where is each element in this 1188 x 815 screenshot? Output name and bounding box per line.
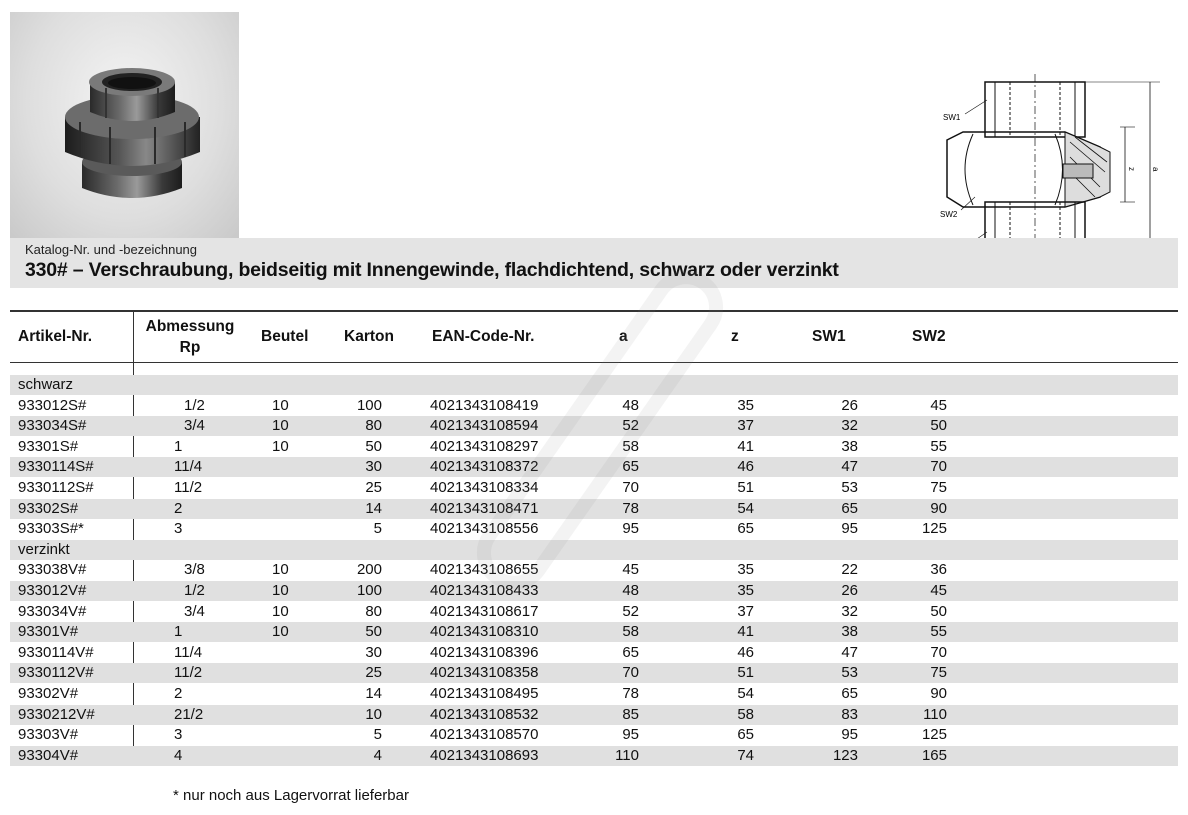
- artikel-cell: 9330114S#: [18, 458, 94, 476]
- z-cell: 41: [737, 623, 754, 641]
- sw1-cell: 83: [841, 705, 858, 723]
- z-cell: 51: [737, 664, 754, 682]
- sw1-cell: 26: [841, 582, 858, 599]
- beutel-cell: 10: [272, 417, 289, 435]
- a-cell: 70: [622, 479, 639, 496]
- a-cell: 70: [622, 664, 639, 682]
- beutel-cell: 10: [272, 561, 289, 579]
- artikel-cell: 93303V#: [18, 726, 79, 744]
- table-row: [10, 560, 1178, 580]
- abmessung-cell: 11/2: [174, 479, 203, 496]
- group-label: schwarz: [18, 376, 74, 393]
- sw2-label: SW2: [940, 210, 958, 219]
- sw2-cell: 55: [930, 623, 947, 641]
- z-label: z: [1127, 167, 1136, 171]
- artikel-cell: 93301V#: [18, 623, 79, 641]
- z-cell: 41: [737, 437, 754, 455]
- ean-cell: 4021343108334: [430, 479, 539, 496]
- ean-cell: 4021343108419: [430, 396, 539, 414]
- sw1-cell: 32: [841, 417, 858, 435]
- col-z: z: [731, 328, 739, 345]
- sw2-cell: 50: [930, 417, 947, 435]
- sw2-cell: 110: [923, 705, 947, 723]
- sw2-cell: 50: [930, 602, 947, 620]
- sw2-cell: 125: [921, 726, 947, 744]
- karton-cell: 30: [365, 458, 382, 476]
- ean-cell: 4021343108358: [430, 664, 539, 682]
- col-a: a: [619, 328, 628, 345]
- abmessung-cell: 3/4: [184, 602, 205, 620]
- sw1-cell: 38: [841, 437, 858, 455]
- abmessung-cell: 3: [174, 520, 183, 538]
- ean-cell: 4021343108693: [430, 746, 539, 764]
- sw1-top-label: SW1: [943, 113, 961, 122]
- table-row: [10, 396, 1178, 416]
- ean-cell: 4021343108495: [430, 685, 539, 702]
- karton-cell: 30: [365, 643, 382, 661]
- sw2-cell: 75: [930, 479, 947, 496]
- abmessung-cell: 21/2: [174, 705, 204, 723]
- table-row: [10, 643, 1178, 663]
- a-cell: 58: [622, 623, 639, 641]
- artikel-cell: 93303S#*: [18, 520, 84, 538]
- beutel-cell: 10: [272, 396, 289, 414]
- karton-cell: 100: [356, 396, 382, 414]
- artikel-cell: 93302S#: [18, 499, 79, 517]
- karton-cell: 14: [365, 685, 382, 702]
- ean-cell: 4021343108594: [430, 417, 539, 435]
- karton-cell: 100: [356, 582, 382, 599]
- sw2-cell: 45: [930, 396, 947, 414]
- artikel-cell: 933012S#: [18, 396, 87, 414]
- a-cell: 52: [622, 602, 639, 620]
- sw1-cell: 38: [841, 623, 858, 641]
- artikel-cell: 933012V#: [18, 582, 87, 599]
- table-row: [10, 437, 1178, 457]
- ean-cell: 4021343108532: [430, 705, 539, 723]
- abmessung-cell: 3/8: [184, 561, 205, 579]
- karton-cell: 80: [365, 602, 382, 620]
- ean-cell: 4021343108310: [430, 623, 539, 641]
- sw1-cell: 65: [841, 499, 858, 517]
- table-row: [10, 684, 1178, 704]
- table-row: [10, 602, 1178, 622]
- table-row: [10, 457, 1178, 477]
- sw2-cell: 165: [921, 746, 947, 764]
- ean-cell: 4021343108570: [430, 726, 539, 744]
- abmessung-cell: 2: [174, 685, 183, 702]
- sw1-cell: 65: [841, 685, 858, 702]
- sw1-cell: 47: [841, 458, 858, 476]
- sw1-cell: 53: [841, 664, 858, 682]
- table-row: [10, 663, 1178, 683]
- z-cell: 37: [737, 602, 754, 620]
- ean-cell: 4021343108556: [430, 520, 539, 538]
- z-cell: 46: [737, 643, 754, 661]
- sw1-cell: 32: [841, 602, 858, 620]
- karton-cell: 10: [365, 705, 382, 723]
- sw1-cell: 95: [841, 726, 858, 744]
- z-cell: 58: [737, 705, 754, 723]
- table-row: [10, 581, 1178, 601]
- karton-cell: 4: [373, 746, 382, 764]
- col-sw2: SW2: [912, 328, 946, 345]
- ean-cell: 4021343108617: [430, 602, 539, 620]
- a-cell: 78: [622, 499, 639, 517]
- a-cell: 110: [615, 746, 639, 764]
- artikel-cell: 933038V#: [18, 561, 87, 579]
- karton-cell: 50: [365, 623, 382, 641]
- col-beutel: Beutel: [261, 328, 309, 345]
- col-artikel: Artikel-Nr.: [18, 328, 93, 345]
- artikel-cell: 93301S#: [18, 437, 79, 455]
- ean-cell: 4021343108372: [430, 458, 539, 476]
- beutel-cell: 10: [272, 623, 289, 641]
- catalog-label: Katalog-Nr. und -bezeichnung: [25, 242, 198, 257]
- page-title: 330# – Verschraubung, beidseitig mit Innengewinde, flachdichtend, schwarz oder verzinkt: [25, 259, 839, 281]
- ean-cell: 4021343108471: [430, 499, 539, 517]
- group-label: verzinkt: [18, 540, 70, 558]
- sw2-cell: 125: [921, 520, 947, 538]
- pipe-union-image: [10, 12, 239, 238]
- table-row: [10, 725, 1178, 745]
- artikel-cell: 9330212V#: [18, 705, 95, 723]
- col-karton: Karton: [344, 328, 394, 345]
- z-cell: 74: [737, 746, 754, 764]
- abmessung-cell: 1/2: [184, 582, 205, 599]
- z-cell: 35: [737, 396, 754, 414]
- a-cell: 48: [622, 396, 639, 414]
- col-abmessung: Abmessung: [145, 318, 235, 335]
- table-header-rule: [10, 362, 1178, 363]
- footnote: * nur noch aus Lagervorrat lieferbar: [173, 787, 409, 804]
- karton-cell: 25: [365, 664, 382, 682]
- artikel-cell: 933034V#: [18, 602, 87, 620]
- z-cell: 37: [737, 417, 754, 435]
- table-top-rule: [10, 310, 1178, 312]
- karton-cell: 5: [373, 520, 382, 538]
- z-cell: 35: [737, 561, 754, 579]
- artikel-cell: 93304V#: [18, 746, 79, 764]
- sw2-cell: 45: [930, 582, 947, 599]
- karton-cell: 5: [373, 726, 382, 744]
- karton-cell: 50: [365, 437, 382, 455]
- table-row: [10, 519, 1178, 539]
- z-cell: 54: [737, 499, 754, 517]
- a-cell: 78: [622, 685, 639, 702]
- beutel-cell: 10: [272, 582, 289, 599]
- table-row: [10, 416, 1178, 436]
- z-cell: 65: [737, 520, 754, 538]
- ean-cell: 4021343108297: [430, 437, 539, 455]
- sw1-cell: 47: [841, 643, 858, 661]
- abmessung-cell: 2: [174, 499, 183, 517]
- sw2-cell: 75: [930, 664, 947, 682]
- artikel-cell: 933034S#: [18, 417, 87, 435]
- table-row: [10, 622, 1178, 642]
- a-cell: 65: [622, 458, 639, 476]
- a-cell: 95: [622, 520, 639, 538]
- abmessung-cell: 11/4: [174, 458, 203, 476]
- z-cell: 65: [737, 726, 754, 744]
- sw1-cell: 95: [841, 520, 858, 538]
- artikel-cell: 9330114V#: [18, 643, 94, 661]
- artikel-cell: 93302V#: [18, 685, 79, 702]
- ean-cell: 4021343108433: [430, 582, 539, 599]
- ean-cell: 4021343108396: [430, 643, 539, 661]
- abmessung-cell: 1: [174, 623, 183, 641]
- group-row-verzinkt: [10, 540, 1178, 560]
- product-photo: [10, 12, 239, 238]
- abmessung-cell: 11/2: [174, 664, 203, 682]
- abmessung-cell: 11/4: [174, 643, 203, 661]
- abmessung-cell: 1: [174, 437, 183, 455]
- col-abmessung-unit: Rp: [179, 339, 201, 356]
- sw2-cell: 90: [930, 685, 947, 702]
- sw1-cell: 26: [841, 396, 858, 414]
- a-cell: 45: [622, 561, 639, 579]
- abmessung-cell: 1/2: [184, 396, 205, 414]
- table-row: [10, 499, 1178, 519]
- table-row: [10, 705, 1178, 725]
- sw2-cell: 36: [930, 561, 947, 579]
- ean-cell: 4021343108655: [430, 561, 539, 579]
- karton-cell: 200: [356, 561, 382, 579]
- z-cell: 46: [737, 458, 754, 476]
- table-row: [10, 478, 1178, 498]
- a-cell: 85: [622, 705, 639, 723]
- abmessung-cell: 3/4: [184, 417, 205, 435]
- col-ean: EAN-Code-Nr.: [432, 328, 535, 345]
- a-cell: 52: [622, 417, 639, 435]
- sw1-cell: 53: [841, 479, 858, 496]
- col-sw1: SW1: [812, 328, 846, 345]
- sw2-cell: 70: [930, 458, 947, 476]
- sw2-cell: 70: [930, 643, 947, 661]
- artikel-cell: 9330112V#: [18, 664, 94, 682]
- z-cell: 51: [737, 479, 754, 496]
- artikel-cell: 9330112S#: [18, 479, 94, 496]
- abmessung-cell: 4: [174, 746, 183, 764]
- table-row: [10, 746, 1178, 766]
- a-cell: 65: [622, 643, 639, 661]
- a-cell: 95: [622, 726, 639, 744]
- karton-cell: 14: [365, 499, 382, 517]
- karton-cell: 25: [365, 479, 382, 496]
- sw2-cell: 90: [930, 499, 947, 517]
- a-cell: 48: [622, 582, 639, 599]
- z-cell: 35: [737, 582, 754, 599]
- beutel-cell: 10: [272, 437, 289, 455]
- sw2-cell: 55: [930, 437, 947, 455]
- abmessung-cell: 3: [174, 726, 183, 744]
- a-cell: 58: [622, 437, 639, 455]
- z-cell: 54: [737, 685, 754, 702]
- karton-cell: 80: [365, 417, 382, 435]
- sw1-cell: 123: [832, 746, 858, 764]
- beutel-cell: 10: [272, 602, 289, 620]
- sw1-cell: 22: [841, 561, 858, 579]
- group-row-schwarz: [10, 375, 1178, 395]
- a-label: a: [1151, 167, 1160, 172]
